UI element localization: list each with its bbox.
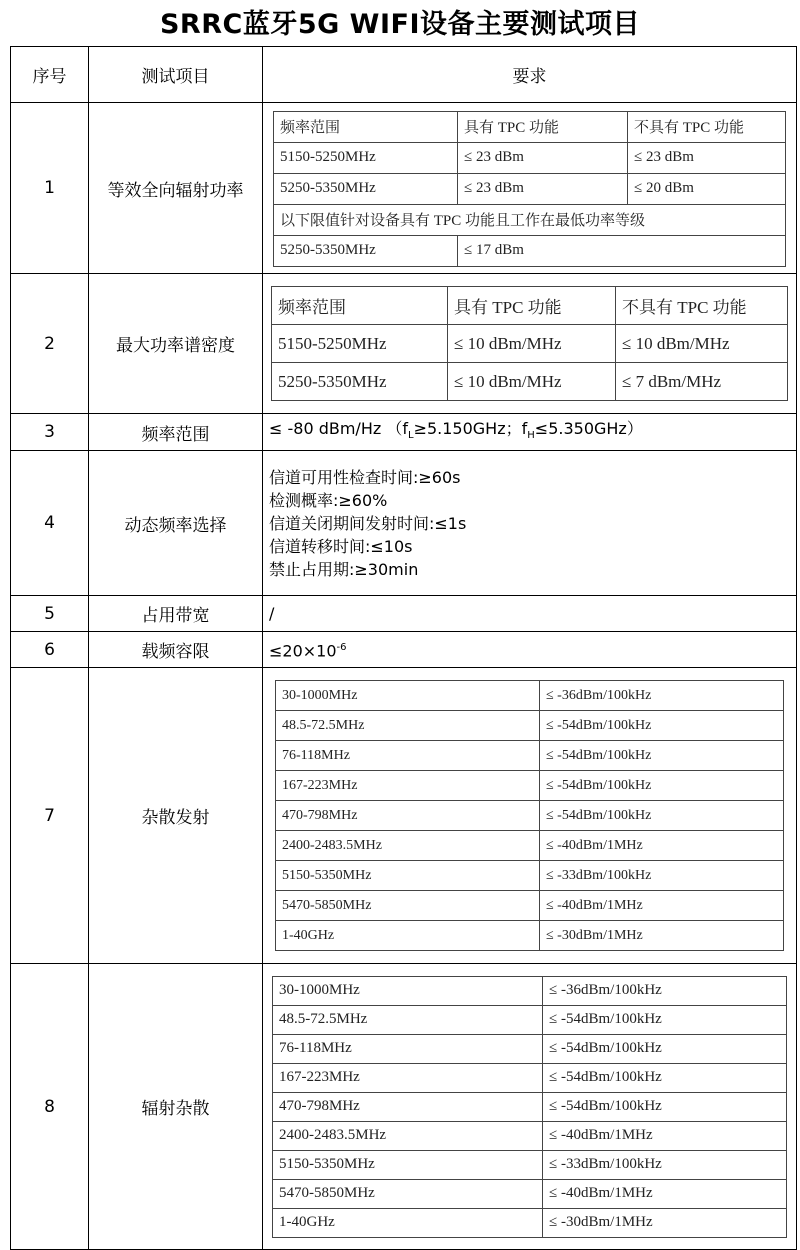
table-row [11, 274, 797, 414]
inner-row [276, 921, 784, 951]
limit-cell: ≤ -36dBm/100kHz [540, 681, 784, 711]
dfs-line: 检测概率:≥60% [269, 490, 388, 510]
limit-cell: ≤ -36dBm/100kHz [543, 976, 787, 1005]
table-row [11, 451, 797, 596]
inner-row [273, 1092, 787, 1121]
limit-cell: ≤ -54dBm/100kHz [540, 741, 784, 771]
bandwidth-text: / [269, 604, 275, 623]
inner-row [276, 681, 784, 711]
row-number: 2 [11, 274, 89, 414]
row-number: 4 [11, 451, 89, 596]
frequency-cell: 470-798MHz [276, 801, 540, 831]
limit-cell: ≤ -54dBm/100kHz [543, 1005, 787, 1034]
page-title: SRRC蓝牙5G WIFI设备主要测试项目 [159, 9, 640, 40]
limit-cell: ≤ -54dBm/100kHz [543, 1034, 787, 1063]
inner-header-cell: 不具有 TPC 功能 [628, 111, 786, 142]
frequency-cell: 5470-5850MHz [273, 1179, 543, 1208]
limit-cell: ≤ -54dBm/100kHz [543, 1092, 787, 1121]
frequency-range-text: ≤ -80 dBm/Hz （$f_L\ge 5.150GHz$；$f_H\le 5.350GHz$） [269, 418, 643, 442]
inner-cell: 5150-5250MHz [274, 142, 458, 173]
row-requirement [263, 451, 797, 596]
row-requirement [263, 596, 797, 632]
inner-header-cell: 频率范围 [274, 111, 458, 142]
row-requirement [263, 632, 797, 668]
inner-row [273, 1179, 787, 1208]
inner-header-cell: 具有 TPC 功能 [448, 287, 616, 325]
inner-row [276, 801, 784, 831]
inner-cell: ≤ 23 dBm [458, 142, 628, 173]
frequency-cell: 2400-2483.5MHz [273, 1121, 543, 1150]
table-row [11, 668, 797, 964]
row-item: 杂散发射 [89, 668, 263, 964]
inner-row [276, 711, 784, 741]
psd-table [271, 286, 788, 401]
row-number: 8 [11, 964, 89, 1250]
row-requirement [263, 668, 797, 964]
table-row [11, 414, 797, 451]
header-no: 序号 [11, 47, 89, 103]
frequency-cell: 48.5-72.5MHz [276, 711, 540, 741]
inner-header-cell: 不具有 TPC 功能 [616, 287, 788, 325]
row-item: 载频容限 [89, 632, 263, 668]
inner-note: 以下限值针对设备具有 TPC 功能且工作在最低功率等级 [274, 204, 786, 235]
radiated-spurious-table [272, 976, 787, 1238]
inner-cell: ≤ 7 dBm/MHz [616, 363, 788, 401]
limit-cell: ≤ -40dBm/1MHz [543, 1179, 787, 1208]
dfs-requirements [263, 466, 796, 581]
dfs-line: 禁止占用期:≥30min [269, 559, 419, 579]
limit-cell: ≤ -54dBm/100kHz [540, 771, 784, 801]
inner-cell: 5150-5250MHz [272, 325, 448, 363]
frequency-cell: 48.5-72.5MHz [273, 1005, 543, 1034]
limit-cell: ≤ -54dBm/100kHz [540, 711, 784, 741]
limit-cell: ≤ -30dBm/1MHz [543, 1208, 787, 1237]
frequency-cell: 1-40GHz [276, 921, 540, 951]
inner-cell: ≤ 23 dBm [458, 173, 628, 204]
inner-cell: ≤ 10 dBm/MHz [448, 363, 616, 401]
row-item: 频率范围 [89, 414, 263, 451]
limit-cell: ≤ -54dBm/100kHz [540, 801, 784, 831]
frequency-cell: 167-223MHz [276, 771, 540, 801]
limit-cell: ≤ -40dBm/1MHz [543, 1121, 787, 1150]
test-items-table [10, 46, 797, 1250]
limit-cell: ≤ -40dBm/1MHz [540, 891, 784, 921]
row-number: 5 [11, 596, 89, 632]
inner-row [273, 976, 787, 1005]
frequency-cell: 470-798MHz [273, 1092, 543, 1121]
frequency-tolerance-text: $\le 20\times 10^{-6}$ [269, 641, 347, 661]
frequency-cell: 76-118MHz [273, 1034, 543, 1063]
inner-row [276, 771, 784, 801]
frequency-cell: 5150-5350MHz [273, 1150, 543, 1179]
row-number: 6 [11, 632, 89, 668]
table-row [11, 632, 797, 668]
row-requirement [263, 274, 797, 414]
dfs-line: 信道可用性检查时间:≥60s [269, 467, 461, 487]
inner-cell: ≤ 23 dBm [628, 142, 786, 173]
row-requirement [263, 414, 797, 451]
inner-row [276, 891, 784, 921]
row-item: 辐射杂散 [89, 964, 263, 1250]
dfs-line: 信道关闭期间发射时间:≤1s [269, 513, 467, 533]
row-item: 占用带宽 [89, 596, 263, 632]
frequency-cell: 167-223MHz [273, 1063, 543, 1092]
frequency-cell: 76-118MHz [276, 741, 540, 771]
inner-row [273, 1208, 787, 1237]
header-item: 测试项目 [89, 47, 263, 103]
inner-row [276, 861, 784, 891]
inner-row [273, 1005, 787, 1034]
header-requirement: 要求 [263, 47, 797, 103]
row-number: 3 [11, 414, 89, 451]
row-number: 7 [11, 668, 89, 964]
frequency-cell: 5150-5350MHz [276, 861, 540, 891]
limit-cell: ≤ -33dBm/100kHz [540, 861, 784, 891]
frequency-cell: 30-1000MHz [276, 681, 540, 711]
inner-cell: 5250-5350MHz [274, 173, 458, 204]
frequency-cell: 5470-5850MHz [276, 891, 540, 921]
limit-cell: ≤ -30dBm/1MHz [540, 921, 784, 951]
row-number: 1 [11, 103, 89, 274]
inner-row [276, 741, 784, 771]
inner-cell: 5250-5350MHz [274, 235, 458, 266]
inner-cell: 5250-5350MHz [272, 363, 448, 401]
row-item: 动态频率选择 [89, 451, 263, 596]
frequency-cell: 2400-2483.5MHz [276, 831, 540, 861]
frequency-cell: 30-1000MHz [273, 976, 543, 1005]
limit-cell: ≤ -33dBm/100kHz [543, 1150, 787, 1179]
inner-row [273, 1121, 787, 1150]
inner-cell: ≤ 20 dBm [628, 173, 786, 204]
eirp-table [273, 111, 786, 267]
frequency-cell: 1-40GHz [273, 1208, 543, 1237]
table-row [11, 964, 797, 1250]
spurious-emission-table [275, 680, 784, 951]
row-item: 等效全向辐射功率 [89, 103, 263, 274]
inner-row [273, 1034, 787, 1063]
row-requirement [263, 964, 797, 1250]
inner-header-cell: 具有 TPC 功能 [458, 111, 628, 142]
inner-header-cell: 频率范围 [272, 287, 448, 325]
inner-cell: ≤ 17 dBm [458, 235, 786, 266]
inner-row [273, 1063, 787, 1092]
inner-row [276, 831, 784, 861]
inner-cell: ≤ 10 dBm/MHz [616, 325, 788, 363]
row-requirement [263, 103, 797, 274]
row-item: 最大功率谱密度 [89, 274, 263, 414]
table-row [11, 596, 797, 632]
inner-row [273, 1150, 787, 1179]
table-row [11, 103, 797, 274]
limit-cell: ≤ -54dBm/100kHz [543, 1063, 787, 1092]
header-row [11, 47, 797, 103]
limit-cell: ≤ -40dBm/1MHz [540, 831, 784, 861]
inner-cell: ≤ 10 dBm/MHz [448, 325, 616, 363]
dfs-line: 信道转移时间:≤10s [269, 536, 413, 556]
